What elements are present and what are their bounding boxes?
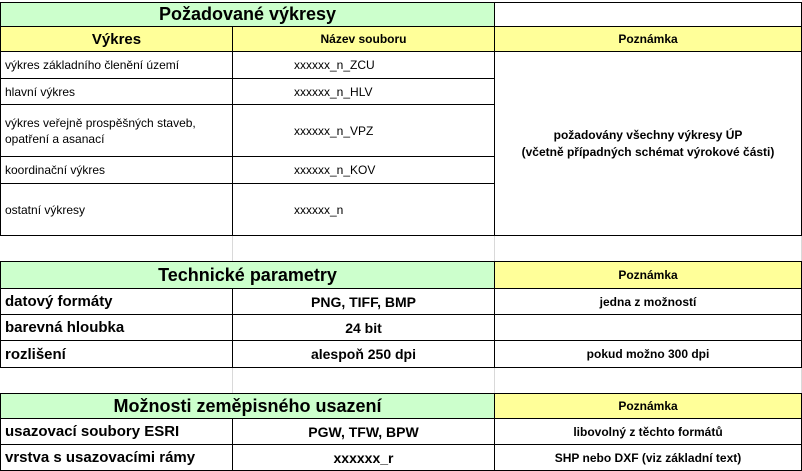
drawings-note-line2: (včetně případných schémat výrokové části) <box>521 144 775 159</box>
param-cell[interactable] <box>0 418 233 445</box>
section2-note-header[interactable] <box>494 261 802 289</box>
column-header-filename[interactable] <box>232 26 495 52</box>
param-label: barevná hloubka <box>5 319 125 336</box>
section2-note-header-label: Poznámka <box>618 268 678 282</box>
drawing-label: ostatní výkresy <box>5 202 86 217</box>
drawing-label: výkres základního členění území <box>5 58 180 72</box>
drawings-note-line1: požadovány všechny výkresy ÚP <box>553 127 743 142</box>
column-header-note-label: Poznámka <box>618 32 678 46</box>
section3-note-header-label: Poznámka <box>618 399 678 413</box>
note-cell[interactable] <box>494 418 802 445</box>
note-cell[interactable] <box>494 340 802 368</box>
drawing-cell[interactable] <box>0 183 233 236</box>
note-label: SHP nebo DXF (viz základní text) <box>554 450 742 465</box>
section1-title-right-cell[interactable] <box>494 2 802 27</box>
drawing-cell[interactable] <box>0 156 233 184</box>
column-header-drawing[interactable] <box>0 26 233 52</box>
column-header-drawing-label: Výkres <box>91 30 142 48</box>
param-label: vrstva s usazovacími rámy <box>5 449 196 466</box>
note-cell[interactable] <box>494 288 802 315</box>
column-header-note[interactable] <box>494 26 802 52</box>
section2-title: Technické parametry <box>158 264 337 285</box>
grid-line <box>232 236 233 261</box>
section3-note-header[interactable] <box>494 393 802 419</box>
param-label: datový formáty <box>5 293 113 310</box>
section1-title: Požadované výkresy <box>158 4 337 24</box>
section2-title-cell[interactable] <box>0 261 495 289</box>
note-cell[interactable] <box>494 314 802 341</box>
drawing-label: koordinační výkres <box>5 163 106 177</box>
drawings-note-cell[interactable] <box>494 51 802 236</box>
param-cell[interactable] <box>0 444 233 471</box>
filename-label: xxxxxx_n <box>294 202 344 217</box>
note-cell[interactable] <box>494 444 802 471</box>
param-cell[interactable] <box>0 340 233 368</box>
filename-cell[interactable] <box>232 156 495 184</box>
filename-label: xxxxxx_n_KOV <box>294 163 376 177</box>
param-label: usazovací soubory ESRI <box>5 423 180 440</box>
value-label: PNG, TIFF, BMP <box>311 293 416 310</box>
section3-title-cell[interactable] <box>0 393 495 419</box>
value-cell[interactable] <box>232 418 495 445</box>
grid-line <box>494 236 495 261</box>
drawing-cell[interactable] <box>0 78 233 105</box>
value-label: xxxxxx_r <box>333 449 394 466</box>
section1-title-cell[interactable] <box>0 2 495 27</box>
filename-label: xxxxxx_n_HLV <box>294 84 373 99</box>
value-label: PGW, TFW, BPW <box>308 423 419 440</box>
section3-title: Možnosti zeměpisného usazení <box>113 395 382 416</box>
column-header-filename-label: Název souboru <box>320 32 407 46</box>
value-cell[interactable] <box>232 288 495 315</box>
drawing-label-line1: výkres veřejně prospěšných staveb, <box>5 115 196 130</box>
filename-cell[interactable] <box>232 51 495 79</box>
note-label: pokud možno 300 dpi <box>586 347 710 361</box>
grid-line <box>494 368 495 393</box>
value-cell[interactable] <box>232 444 495 471</box>
drawing-label-line2: opatření a asanací <box>5 131 105 146</box>
drawing-cell[interactable] <box>0 104 233 157</box>
filename-cell[interactable] <box>232 183 495 236</box>
grid-line <box>232 368 233 393</box>
param-label: rozlišení <box>5 345 66 363</box>
value-label: 24 bit <box>345 319 382 336</box>
drawing-label: hlavní výkres <box>5 84 76 99</box>
value-cell[interactable] <box>232 314 495 341</box>
drawing-cell[interactable] <box>0 51 233 79</box>
param-cell[interactable] <box>0 288 233 315</box>
value-cell[interactable] <box>232 340 495 368</box>
param-cell[interactable] <box>0 314 233 341</box>
note-label: jedna z možností <box>599 294 697 309</box>
filename-label: xxxxxx_n_ZCU <box>294 58 375 72</box>
filename-cell[interactable] <box>232 104 495 157</box>
filename-cell[interactable] <box>232 78 495 105</box>
note-label: libovolný z těchto formátů <box>573 424 723 439</box>
filename-label: xxxxxx_n_VPZ <box>294 123 374 138</box>
value-label: alespoň 250 dpi <box>310 346 417 362</box>
